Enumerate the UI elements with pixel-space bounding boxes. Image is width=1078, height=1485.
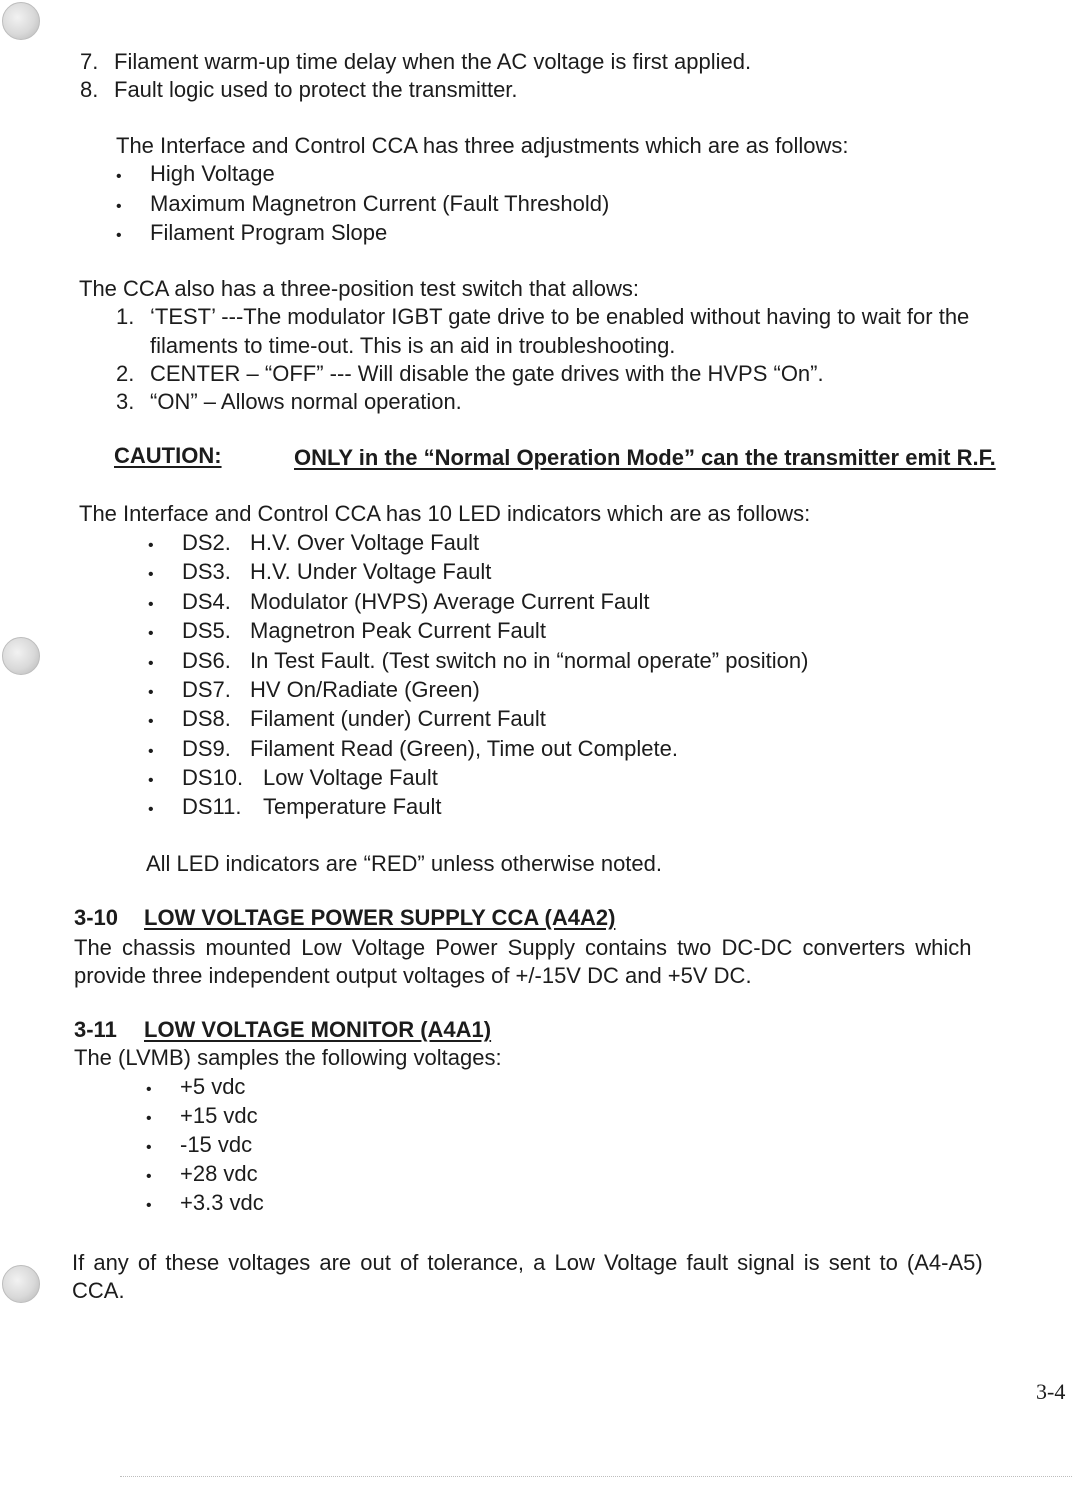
section-title: LOW VOLTAGE MONITOR (A4A1) [144, 1017, 492, 1042]
led-item: • DS7. HV On/Radiate (Green) [148, 677, 480, 702]
section-number: 3-10 [74, 905, 119, 930]
led-note: All LED indicators are “RED” unless otherwise noted. [146, 851, 663, 876]
switch-intro: The CCA also has a three-position test switch that allows: [79, 276, 640, 301]
section-title: LOW VOLTAGE POWER SUPPLY CCA (A4A2) [144, 905, 616, 930]
switch-item-2: 2. CENTER – “OFF” --- Will disable the gate drives with the HVPS “On”. [116, 361, 824, 386]
switch-item-3: 3. “ON” – Allows normal operation. [116, 389, 462, 414]
led-item: • DS10. Low Voltage Fault [148, 765, 438, 790]
led-intro: The Interface and Control CCA has 10 LED indicators which are as follows: [79, 501, 811, 526]
led-item: • DS8. Filament (under) Current Fault [148, 706, 546, 731]
section-3-11-closing-line-1: If any of these voltages are out of tolerance, a Low Voltage fault signal is sent to (A4-A5) [72, 1250, 983, 1275]
caution-label: CAUTION: [114, 443, 222, 468]
led-item: • DS4. Modulator (HVPS) Average Current Fault [148, 589, 650, 614]
led-item: • DS3. H.V. Under Voltage Fault [148, 559, 492, 584]
footer-rule [120, 1476, 1072, 1477]
punch-hole-middle [2, 637, 40, 675]
led-item: • DS2. H.V. Over Voltage Fault [148, 530, 480, 555]
adjustments-intro: The Interface and Control CCA has three adjustments which are as follows: [116, 133, 849, 158]
list-item-8: 8. Fault logic used to protect the transmitter. [80, 77, 518, 102]
switch-item-1: 1. ‘TEST’ ---The modulator IGBT gate drive to be enabled without having to wait for the [116, 304, 970, 329]
voltage-item: • +3.3 vdc [146, 1190, 264, 1215]
adjustment-item: • High Voltage [116, 161, 275, 186]
led-item: • DS6. In Test Fault. (Test switch no in “normal operate” position) [148, 648, 809, 673]
section-3-11-closing-line-2: CCA. [72, 1278, 125, 1303]
led-item: • DS5. Magnetron Peak Current Fault [148, 618, 546, 643]
voltage-item: • -15 vdc [146, 1132, 253, 1157]
punch-hole-top [2, 2, 40, 40]
section-number: 3-11 [74, 1017, 117, 1042]
adjustment-item: • Filament Program Slope [116, 220, 388, 245]
led-item: • DS9. Filament Read (Green), Time out Complete. [148, 736, 678, 761]
section-3-11-intro: The (LVMB) samples the following voltages: [74, 1045, 502, 1070]
switch-item-1-continued: filaments to time-out. This is an aid in troubleshooting. [150, 333, 676, 358]
section-3-11-heading [74, 1015, 491, 1044]
voltage-item: • +28 vdc [146, 1161, 258, 1186]
voltage-item: • +5 vdc [146, 1074, 246, 1099]
page-number: 3-4 [1036, 1379, 1066, 1404]
adjustment-item: • Maximum Magnetron Current (Fault Threshold) [116, 191, 610, 216]
section-3-10-heading [74, 903, 615, 932]
section-3-10-body-line-1: The chassis mounted Low Voltage Power Supply contains two DC-DC converters which [74, 935, 972, 960]
punch-hole-bottom [2, 1265, 40, 1303]
caution-text: ONLY in the “Normal Operation Mode” can the transmitter emit R.F. [294, 445, 996, 470]
voltage-item: • +15 vdc [146, 1103, 258, 1128]
led-item: • DS11. Temperature Fault [148, 794, 442, 819]
list-item-7: 7. Filament warm-up time delay when the AC voltage is first applied. [80, 49, 752, 74]
section-3-10-body-line-2: provide three independent output voltages of +/-15V DC and +5V DC. [74, 963, 752, 988]
